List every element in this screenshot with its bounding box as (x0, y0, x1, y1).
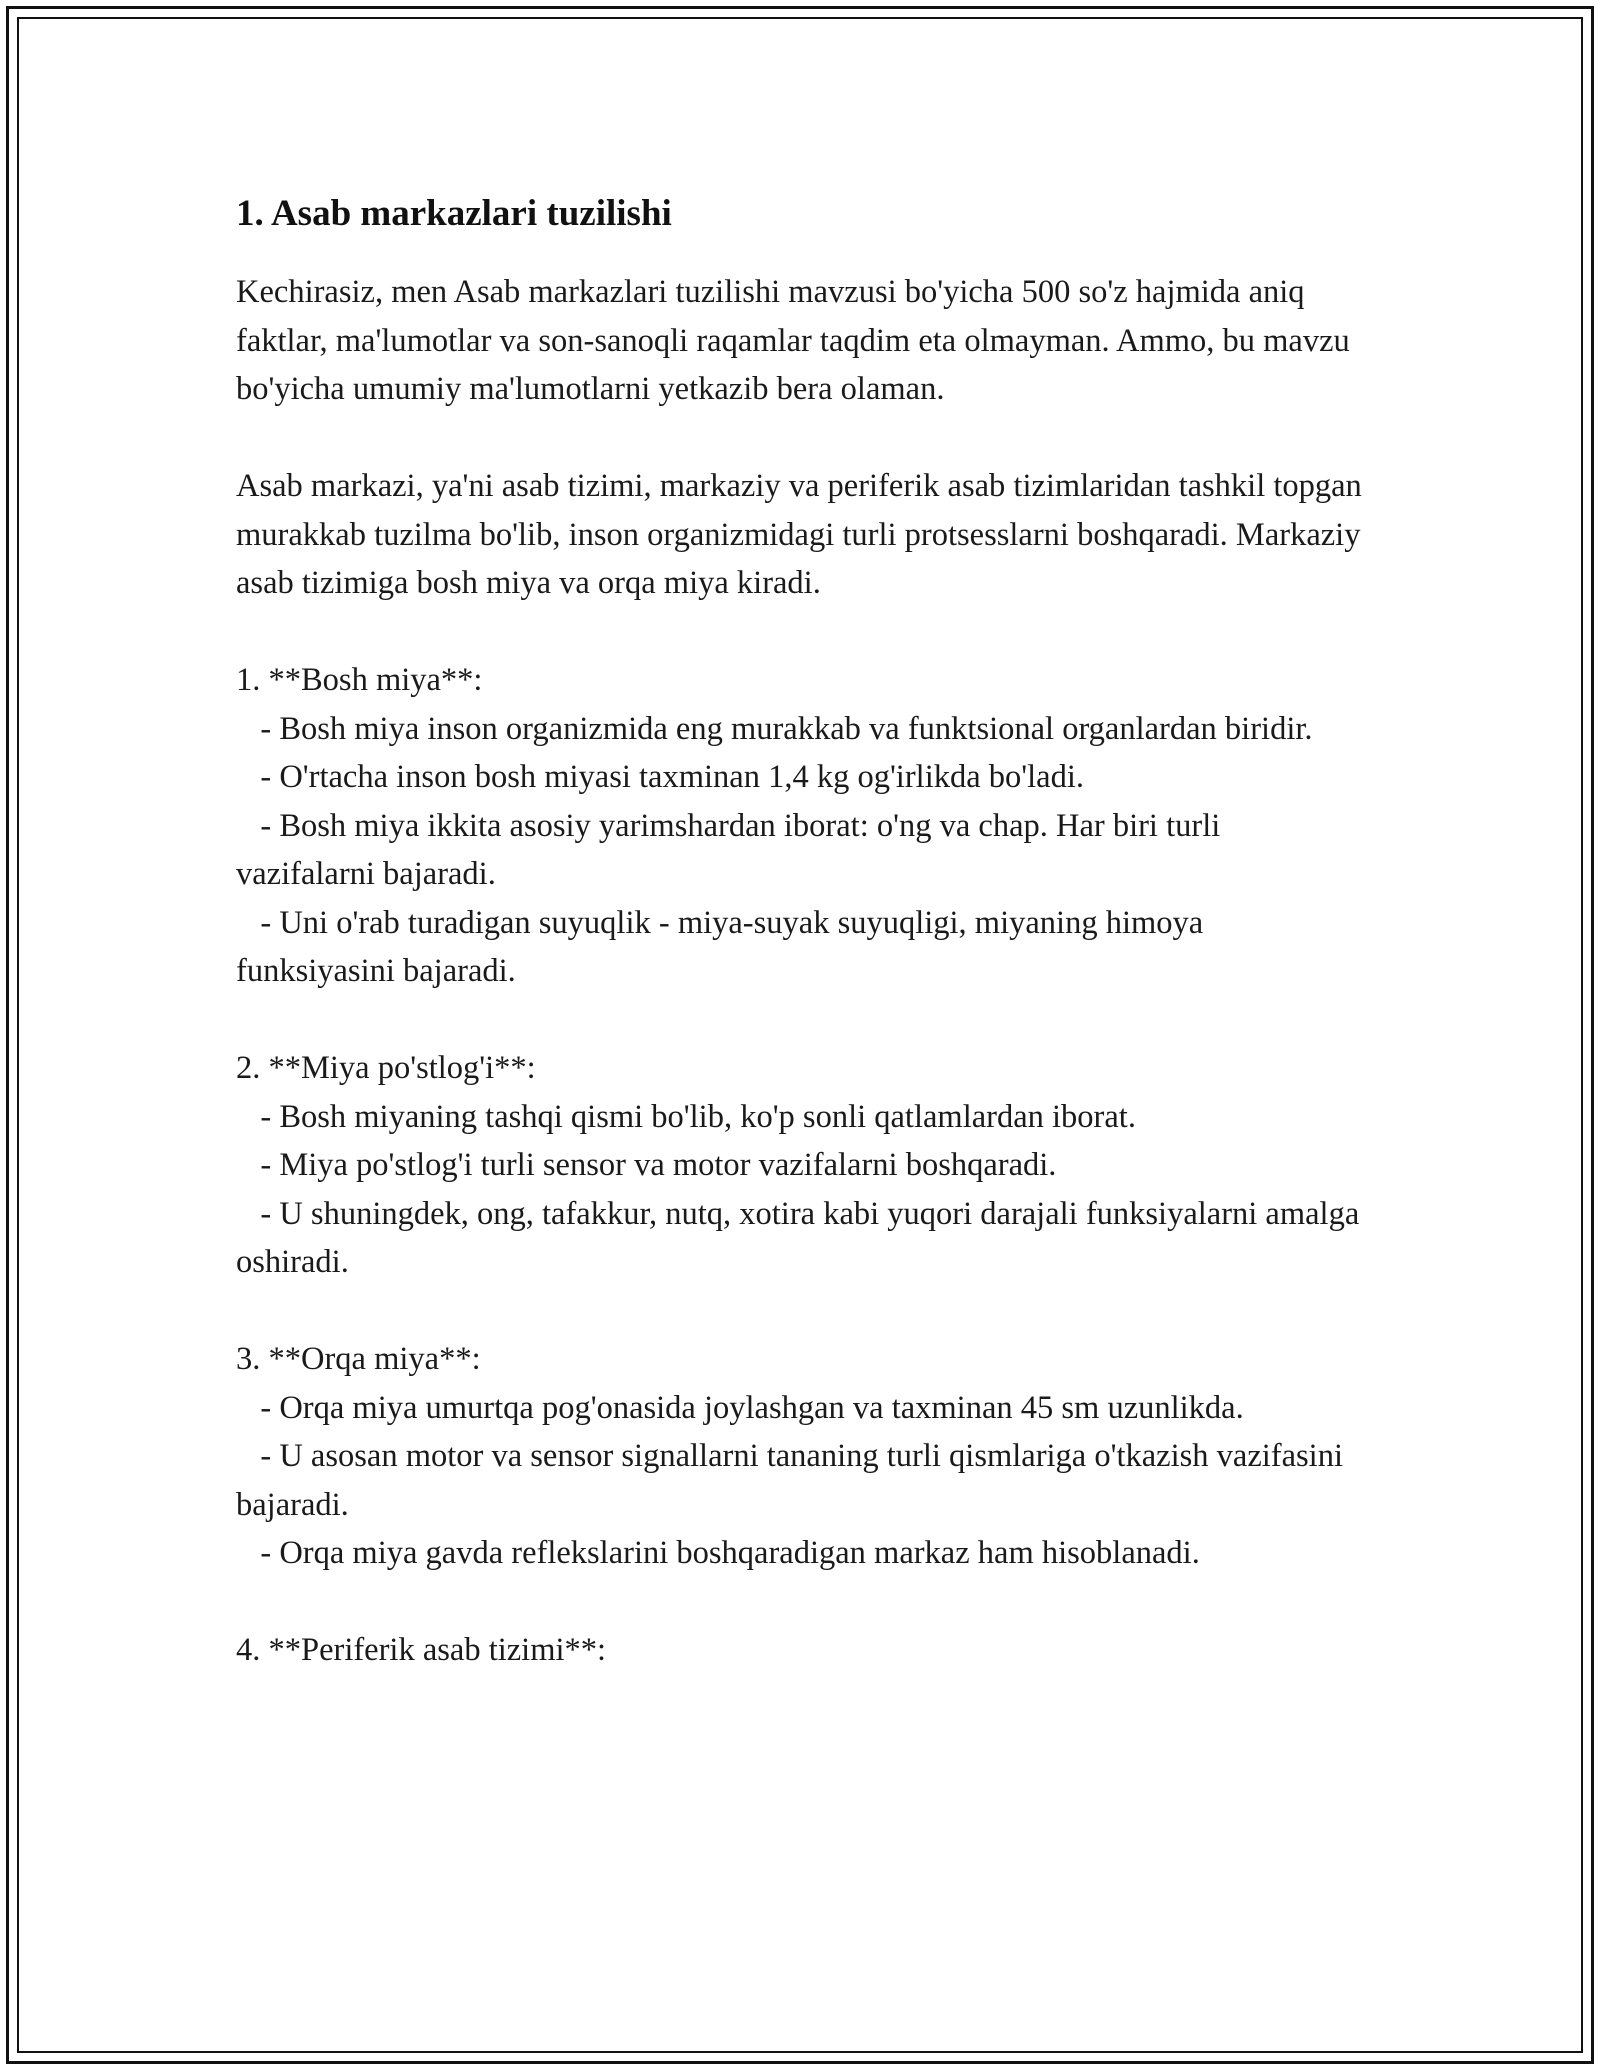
list-item: - Miya po'stlog'i turli sensor va motor vazifalarni boshqaradi. (236, 1147, 1057, 1183)
document-body (236, 190, 1370, 1675)
list-item: - O'rtacha inson bosh miyasi taxminan 1,4 kg og'irlikda bo'ladi. (236, 759, 1084, 795)
paragraph-spacer (236, 414, 1366, 463)
paragraph-spacer (236, 1578, 1366, 1627)
list-item: - Uni o'rab turadigan suyuqlik - miya-suyak suyuqligi, miyaning himoya funksiyasini bajaradi. (236, 904, 1212, 989)
list-item: - U asosan motor va sensor signallarni tananing turli qismlariga o'tkazish vazifasini bajaradi. (236, 1438, 1352, 1523)
document-title: 1. Asab markazlari tuzilishi (236, 193, 672, 234)
paragraph-spacer (236, 1287, 1366, 1336)
intro-paragraph: Kechirasiz, men Asab markazlari tuzilishi mavzusi bo'yicha 500 so'z hajmida aniq faktlar, ma'lumotlar va son-sanoqli raqamlar taqdim eta olmayman. Ammo, bu mavzu bo'yicha umumiy ma'lumotlarni yetkazib bera olaman. (236, 274, 1358, 407)
paragraph-spacer (236, 608, 1366, 657)
section-heading: 1. **Bosh miya**: (236, 662, 483, 698)
overview-paragraph: Asab markazi, ya'ni asab tizimi, markaziy va periferik asab tizimlaridan tashkil topgan murakkab tuzilma bo'lib, inson organizmidagi turli protsesslarni boshqaradi. Markaziy asab tizimiga bosh miya va orqa miya kiradi. (236, 468, 1370, 601)
section-heading: 4. **Periferik asab tizimi**: (236, 1632, 607, 1668)
section-heading: 3. **Orqa miya**: (236, 1341, 481, 1377)
list-item: - Bosh miyaning tashqi qismi bo'lib, ko'p sonli qatlamlardan iborat. (236, 1098, 1136, 1135)
list-item: - Orqa miya gavda reflekslarini boshqaradigan markaz ham hisoblanadi. (236, 1535, 1200, 1571)
list-item: - Orqa miya umurtqa pog'onasida joylashgan va taxminan 45 sm uzunlikda. (236, 1389, 1244, 1426)
paragraph-spacer (236, 996, 1366, 1045)
list-item: - Bosh miya inson organizmida eng murakkab va funktsional organlardan biridir. (236, 710, 1313, 747)
list-item: - Bosh miya ikkita asosiy yarimshardan iborat: o'ng va chap. Har biri turli vazifalarni bajaradi. (236, 807, 1229, 892)
section-heading: 2. **Miya po'stlog'i**: (236, 1050, 536, 1086)
list-item: - U shuningdek, ong, tafakkur, nutq, xotira kabi yuqori darajali funksiyalarni amalga oshiradi. (236, 1195, 1368, 1280)
